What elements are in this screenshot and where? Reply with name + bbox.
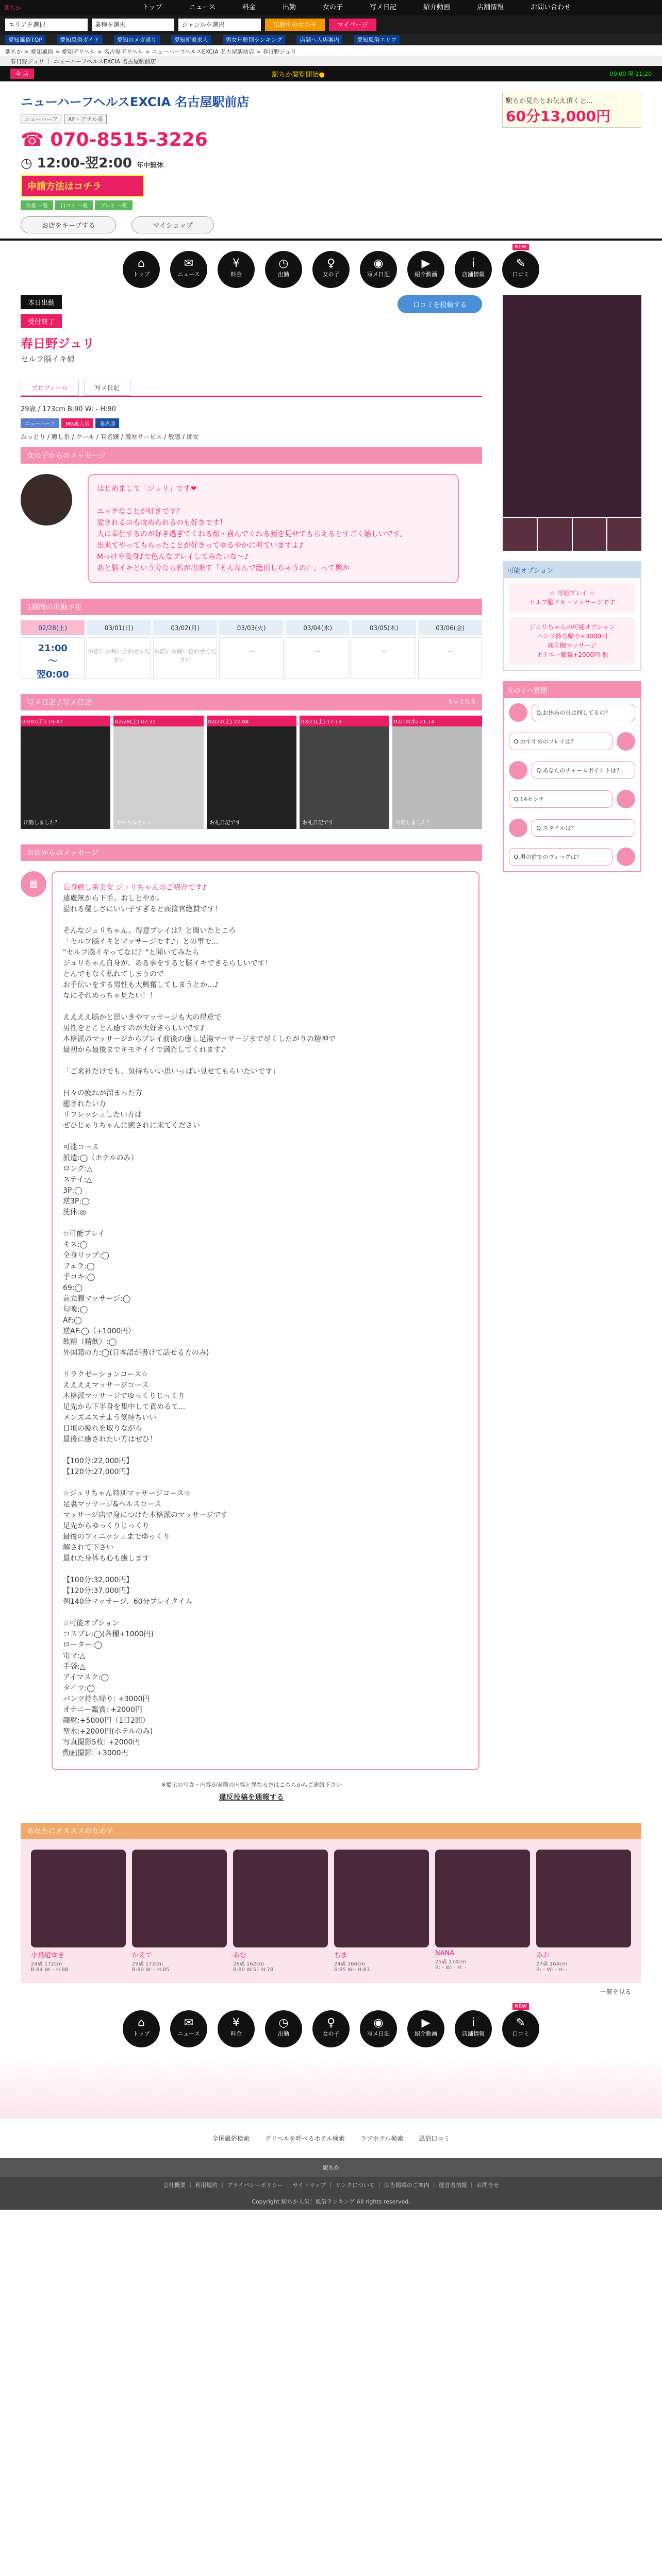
thumb[interactable] xyxy=(607,518,641,551)
qa-item[interactable]: Q.あなたのチャームポイントは？ xyxy=(532,761,635,779)
info-icon[interactable]: i 店舗情報 xyxy=(455,2010,492,2047)
section-diary: 写メ日記 / 写メ日記 もっと見る xyxy=(21,694,482,710)
shop-tag: AF・アナル系 xyxy=(64,114,107,124)
reco-card[interactable]: NANA 25歳 174cm B: - W: - H: - xyxy=(435,1850,530,1973)
video-icon[interactable]: ▶ 紹介動画 xyxy=(407,2010,444,2047)
shop-message: 長身癒し系美女 ジュリちゃんのご紹介です♪ 遠慮無から下手、おしとやか。 溢れる優しさにいい子すぎると面接官絶賛です！ そんなジュリちゃん、得意プレイは？と聞いたところ 「セルフ脳イキとマッサージです♪」との事で... "セルフ脳イキってなに？"と聞いてみたら ジュリちゃん自身が、ある事をすると脳イキできるらしいです！ とんでもなく私れてしまうので お手伝いをする男性も大興奮してしまうとか...♪ なにそれめっちゃ見たい！！ ええええ脳かと思いきやマッサージも大の得意で 男性をとことん癒すのが大好きらしいです♪ 本格派のマッサージからプレイ前後の癒し足湯マッサージまで尽くしたがりの精神で 最初から最後までキモチイイで満たしてくれます♪ 「ご来社だけでも、気持ちいい思いっぱい見せてもらいたいです」 日々の疲れが溜まった方 癒されたい方 リフレッシュしたい方は ぜひじゅりちゃんに癒されに来てください 可能コース 派遣:◯（ホテルのみ） ロング:△ ステイ:△ 3P:◯ 逆3P:◯ 洗体:◎ ☆可能プレイ キス:◯ 全身リップ:◯ フェラ:◯ 手コキ:◯ 69:◯ 前立腺マッサージ:◯ 匂嗅:◯ AF:◯ 逆AF:◯（+1000円） 飲精（精飲）:◯ 外国籍の方:◯(日本語が書けて話せる方のみ) リラクゼーションコース☆ ええええマッサージコース 本格派マッサージでゆっくりじっくり 足先から下半身を集中して責めるて... メンズエステよう気持ちいい 日頃の疲れを取りながら 最後に癒されたい方はぜひ！ 【100分:22,000円】 【120分:27,000円】 ☆ジュリちゃん特別マッサージコース☆ 足裏マッサージ&ヘルスコース マッサージ店で身につけた本格派のマッサージです 足先からゆっくりじっくり 最後のフィニッシュまでゆっくり 解されて下さい 最れた身体も心も癒します 【100分:32,000円】 【120分:37,000円】 例140分マッサージ、60分プレイタイム ☆可能オプション コスプレ:◯(各種+1000円) ローター:◯ 電マ:△ 手袋:△ アイマスク:◯ タイツ:◯ パンツ持ち帰り: +3000円 オナニー鑑賞: +2000円 顔射:+5000円（1日2回） 聖水:+2000円(ホテルのみ) 写真撮影5枚: +2000円 動画撮影: +3000円 xyxy=(52,871,479,1770)
genre-select[interactable]: ジャンルを選択 xyxy=(178,19,261,31)
diary-item[interactable]: 02/21(土) 17:13 お礼日記です xyxy=(300,716,389,829)
icon-nav-bottom xyxy=(0,2000,662,2057)
site-logo[interactable]: 駅ちか xyxy=(4,5,21,11)
qa-head: 女の子へ質問 xyxy=(504,682,640,698)
avatar xyxy=(21,474,72,526)
shop-title-bar: 春日野ジュリ ｜ ニューハーフヘルスEXCIA 名古屋駅前店 xyxy=(0,56,662,66)
status-badge: 受付終了 xyxy=(21,314,62,328)
footer-logo: 駅ちか xyxy=(0,2158,662,2177)
shop-tag: ニューハーフ xyxy=(21,114,61,124)
footer-link[interactable]: 風俗口コミ xyxy=(419,2135,450,2142)
price-note: 駅ちか見たとお伝え頂くと... xyxy=(506,97,593,105)
new-badge: NEW xyxy=(512,244,529,250)
option-text: ジュリちゃんの可能オプション パンツ持ち帰り+3000円 前立腺マッサージ オナニー鑑賞+2000円 他 xyxy=(509,617,635,665)
bottom-link[interactable]: リンクについて xyxy=(335,2182,375,2189)
bottom-link[interactable]: 利用規約 xyxy=(195,2182,218,2189)
footer-link[interactable]: ラブホテル検索 xyxy=(360,2135,404,2142)
nav-item[interactable]: お問い合わせ xyxy=(531,4,571,11)
recommend-grid xyxy=(21,1839,641,1983)
reco-card[interactable]: かえで 29歳 172cm B:80 W: - H:85 xyxy=(132,1850,227,1973)
thumb[interactable] xyxy=(573,518,607,551)
qa-icon xyxy=(509,761,527,779)
qa-item[interactable]: Q.スタイルは？ xyxy=(532,819,635,837)
schedule-day: 03/02(月) xyxy=(153,620,217,635)
keep-shop-button[interactable]: お店をキープする xyxy=(21,216,116,233)
girl-categories: おっとり / 癒し系 / クール / 有名嬢 / 濃厚サービス / 敏感 / 痴女 xyxy=(21,433,199,440)
shop-name[interactable]: ニューハーフヘルスEXCIA 名古屋駅前店 xyxy=(21,95,250,109)
post-review-button[interactable]: 口コミを投稿する xyxy=(398,295,482,313)
qa-item[interactable]: Q.14センチ xyxy=(509,790,613,808)
schedule-grid xyxy=(21,620,482,679)
bottom-link[interactable]: 広告掲載のご案内 xyxy=(384,2182,429,2189)
schedule-cell: お店にお問い合わせください xyxy=(87,637,151,679)
nav-item[interactable]: 店舗情報 xyxy=(477,4,504,11)
type-select[interactable]: 業種を選択 xyxy=(92,19,174,31)
qa-item[interactable]: Q.おすすめのプレイは？ xyxy=(509,733,613,750)
news-icon[interactable]: ✉ ニュース xyxy=(170,2010,207,2047)
price-box xyxy=(502,92,641,128)
schedule-icon[interactable]: ◷ 出勤 xyxy=(265,2010,302,2047)
nav-item[interactable]: ニュース xyxy=(189,4,216,11)
copyright: Copyright 駅ちか人気！風俗ランキング All rights reserved. xyxy=(0,2193,662,2210)
info-icon[interactable]: i 店舗情報 xyxy=(455,251,492,288)
top-nav xyxy=(129,0,584,15)
girl-message: はじめまして「ジュリ」です❤ エッチなことが好きです？ 愛されるのも攻められるのも好きです！ 人に奉仕するのが好き過ぎてくれる顔・喜んでくれる顔を見せてもらえるとすごく嬉しいです。 出来てやってもらったことが好きってゆるやかに着ていますよ♪ Mっけや受身♪で色んなプレイしてみたいな～♪ あと脳イキという分なら私が出来て「そんなんで絶頂しちゃうの？」って驚か xyxy=(88,474,459,583)
green-link[interactable]: プレイ 一覧 xyxy=(95,200,132,210)
diary-grid xyxy=(21,716,482,829)
option-text: ☆ 可能プレイ ☆ セルフ脳イキ・マッサージです xyxy=(509,583,635,612)
section-shop-message: お店からのメッセージ xyxy=(21,844,482,861)
new-badge: NEW xyxy=(512,2003,529,2010)
qa-icon xyxy=(617,848,635,866)
girl-catch: セルフ脳イキ娘 xyxy=(21,354,75,364)
tab-profile[interactable]: プロフィール xyxy=(21,380,79,396)
cat-link[interactable]: 店舗へ入店案内 xyxy=(296,35,342,44)
ticker-text: 駅ちか閲覧開始● xyxy=(272,71,325,79)
breadcrumb[interactable]: 駅ちか > 愛知風俗 > 愛知デリヘル > 名古屋デリヘル > ニューハーフヘルスEXCIA 名古屋駅前店 > 春日野ジュリ xyxy=(5,48,297,55)
girls-icon[interactable]: ♀ 女の子 xyxy=(312,251,350,288)
cat-link[interactable]: 愛知新着求人 xyxy=(171,35,211,44)
ticker-label: 全 店 xyxy=(10,69,34,79)
nav-item[interactable]: 料金 xyxy=(242,4,256,11)
top-icon[interactable]: ⌂ トップ xyxy=(123,2010,160,2047)
reco-card[interactable]: あむ 26歳 162cm B:80 W:51 H:78 xyxy=(233,1850,328,1973)
qa-icon xyxy=(617,790,635,808)
schedule-cell: お店にお問い合わせください xyxy=(153,637,217,679)
bottom-link[interactable]: プライバシーポリシー xyxy=(227,2182,284,2189)
today-badge: 本日出勤 xyxy=(21,295,62,309)
profile-tabs xyxy=(21,380,482,397)
reco-card[interactable]: ちま 24歳 166cm B:85 W:- H:83 xyxy=(334,1850,429,1973)
schedule-day: 03/06(金) xyxy=(418,620,482,635)
shop-hours: 12:00-翌2:00 xyxy=(37,156,132,171)
girls-icon[interactable]: ♀ 女の子 xyxy=(312,2010,350,2047)
phone-icon: ☎ xyxy=(21,129,44,150)
ticker xyxy=(0,66,662,81)
review-icon[interactable]: NEW ✎ 口コミ xyxy=(502,2010,539,2047)
myshop-button[interactable]: マイショップ xyxy=(131,216,213,233)
diary-item[interactable]: 02/21(土) 22:08 お礼日記です xyxy=(207,716,296,829)
shop-tel[interactable]: 070-8515-3226 xyxy=(50,129,208,150)
section-girl-message: 女の子からのメッセージ xyxy=(21,447,482,464)
schedule-day: 03/01(日) xyxy=(87,620,151,635)
top-icon[interactable]: ⌂ トップ xyxy=(123,251,160,288)
cat-link[interactable]: 愛知風俗ガイド xyxy=(57,35,103,44)
clock-icon: ◷ xyxy=(21,156,32,171)
nav-item[interactable]: トップ xyxy=(142,4,162,11)
price-icon[interactable]: ¥ 料金 xyxy=(218,251,255,288)
qa-icon xyxy=(617,732,635,751)
section-schedule: 1週間の出勤予定 xyxy=(21,599,482,615)
girl-tag: 業界通 xyxy=(95,418,119,428)
filter-bar xyxy=(0,15,662,34)
camera-icon[interactable]: ◉ 写メ日記 xyxy=(360,251,397,288)
schedule-cell: － xyxy=(352,637,416,679)
reco-card[interactable]: 小鳥遊ゆき 24歳 172cm B:84 W: - H:88 xyxy=(31,1850,126,1973)
section-recommend: あなたにオススメの女の子 xyxy=(21,1823,641,1839)
schedule-cell: － xyxy=(286,637,350,679)
girl-photo[interactable] xyxy=(503,295,641,517)
schedule-icon[interactable]: ◷ 出勤 xyxy=(265,251,302,288)
price-icon[interactable]: ¥ 料金 xyxy=(218,2010,255,2047)
diary-item[interactable]: 02/28(土) 07:31 お帰りなさい♪ xyxy=(113,716,203,829)
nav-item[interactable]: 出勤 xyxy=(283,4,296,11)
qa-icon xyxy=(509,703,527,722)
top-bar xyxy=(0,0,662,15)
nav-item[interactable]: 紹介動画 xyxy=(423,4,451,11)
price-amount: 60分13,000円 xyxy=(506,108,611,125)
cat-link[interactable]: 愛知風俗エリア xyxy=(354,35,400,44)
cat-link[interactable]: 愛知風俗TOP xyxy=(5,35,45,44)
girl-tag: MG風人気 xyxy=(61,418,93,428)
schedule-day: 03/05(木) xyxy=(352,620,416,635)
green-link[interactable]: 口コミ 一覧 xyxy=(55,200,93,210)
thumb[interactable] xyxy=(538,518,572,551)
diary-more-link[interactable]: もっと見る xyxy=(448,698,476,705)
option-head: 可能オプション xyxy=(504,562,640,578)
video-icon[interactable]: ▶ 紹介動画 xyxy=(407,251,444,288)
footer-illustration xyxy=(0,2057,662,2119)
calendar-icon: ▦ xyxy=(21,871,46,897)
footer-link[interactable]: 全国風俗検索 xyxy=(212,2135,250,2142)
report-link[interactable]: 違反投稿を通報する xyxy=(219,1793,284,1802)
report-note: ※掲示の写真・内容が実際の内容と異なる方はこちらからご連絡下さい xyxy=(161,1782,342,1788)
nav-item[interactable]: 女の子 xyxy=(323,4,343,11)
schedule-cell: 21:00 〜 翌0:00 xyxy=(21,637,85,679)
bottom-links: 会社概要 ｜ 利用規約 ｜ プライバシーポリシー ｜ サイトマップ ｜ リンクについて ｜ 広告掲載のご案内 ｜ 運営者情報 ｜ お問合せ xyxy=(0,2177,662,2193)
bottom-link[interactable]: 運営者情報 xyxy=(438,2182,467,2189)
icon-nav xyxy=(0,239,662,295)
content xyxy=(0,295,662,1802)
news-icon[interactable]: ✉ ニュース xyxy=(170,251,207,288)
green-link[interactable]: 作業 一覧 xyxy=(21,200,53,210)
option-box xyxy=(503,561,641,671)
ticker-time: 00:00 現 11:20 xyxy=(609,71,652,77)
schedule-cell: － xyxy=(219,637,283,679)
thumb[interactable] xyxy=(503,518,537,551)
qa-item[interactable]: Q.お休みの日は何してるの？ xyxy=(532,704,635,721)
today-button[interactable]: 出勤中の女の子 xyxy=(265,19,325,31)
mypage-button[interactable]: マイページ xyxy=(329,19,376,31)
girl-name: 春日野ジュリ xyxy=(21,336,95,351)
tab-diary[interactable]: 写メ日記 xyxy=(84,380,130,396)
sidebar xyxy=(503,295,641,1802)
schedule-day: 03/03(火) xyxy=(219,620,283,635)
nav-item[interactable]: 写メ日記 xyxy=(370,4,397,11)
cat-link[interactable]: 愛知のメガ盛り xyxy=(114,35,160,44)
bottom-link[interactable]: サイトマップ xyxy=(292,2182,326,2189)
main-column xyxy=(21,295,482,1802)
bottom-link[interactable]: 会社概要 xyxy=(163,2182,186,2189)
bottom-link[interactable]: お問合せ xyxy=(476,2182,499,2189)
schedule-day: 02/28(土) xyxy=(21,620,85,635)
reco-more-link[interactable]: 一覧を見る xyxy=(600,1988,631,1995)
footer-link[interactable]: デリヘルを呼べるホテル検索 xyxy=(264,2135,345,2142)
reco-card[interactable]: みお 27歳 164cm B: - W: - H: - xyxy=(536,1850,631,1973)
category-bar xyxy=(0,34,662,45)
shop-holiday: 年中無休 xyxy=(137,162,164,170)
diary-item[interactable]: 02/18(水) 21:14 出勤しました？ xyxy=(392,716,482,829)
qa-icon xyxy=(509,819,527,837)
qa-box xyxy=(503,681,641,872)
schedule-day: 03/04(水) xyxy=(286,620,350,635)
shop-header xyxy=(0,81,662,239)
qa-item[interactable]: Q.男の前でのウィッグは？ xyxy=(509,848,613,866)
camera-icon[interactable]: ◉ 写メ日記 xyxy=(360,2010,397,2047)
schedule-cell: － xyxy=(418,637,482,679)
footer-links xyxy=(0,2119,662,2158)
cat-link[interactable]: 男女年齢別ランキング xyxy=(223,35,286,44)
area-select[interactable]: エリアを選択 xyxy=(5,19,88,31)
diary-item[interactable]: 03/01(日) 19:47 出勤しました？ xyxy=(21,716,110,829)
girl-spec: 29歳 / 173cm B:90 W: - H:90 xyxy=(21,405,117,413)
review-icon[interactable]: NEW ✎ 口コミ xyxy=(502,251,539,288)
howto-banner[interactable]: 申請方法はコチラ xyxy=(21,175,144,197)
girl-tag: ニューハーフ xyxy=(21,418,59,428)
